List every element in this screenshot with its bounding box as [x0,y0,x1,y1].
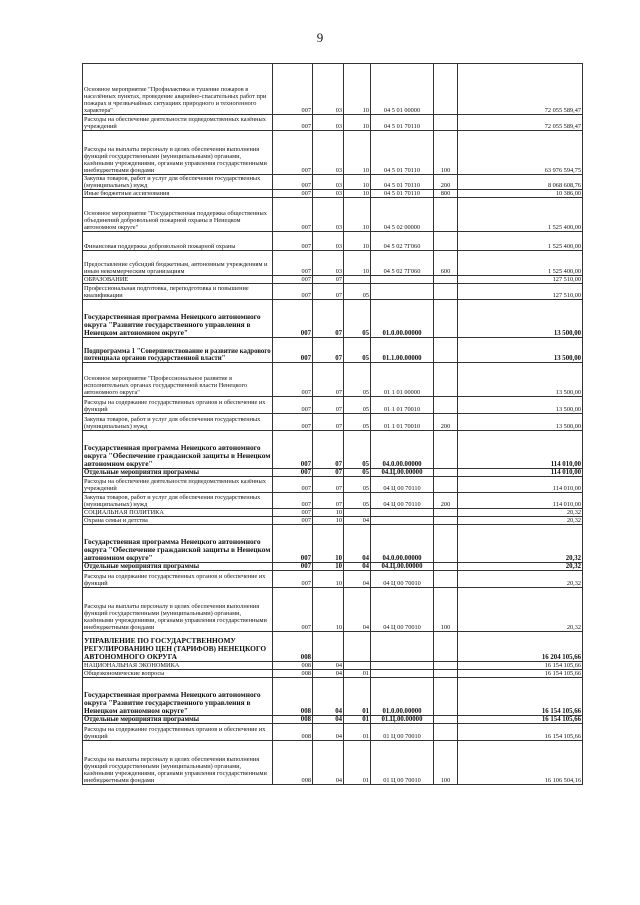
item-name: Иные бюджетные ассигнования [83,190,273,198]
table-row [83,525,583,563]
subsection-code [344,276,371,284]
item-name: Расходы на обеспечение деятельности подведомственных казённых учреждений [83,115,273,131]
item-name: Закупка товаров, работ и услуг для обеспечения государственных (муниципальных) нужд [83,493,273,509]
expense-type-code [434,571,458,588]
subsection-code: 04 [344,517,371,525]
ministry-code: 007 [273,525,313,563]
table-row [83,251,583,276]
section-code [313,632,344,662]
section-code: 04 [313,678,344,716]
section-code: 07 [313,477,344,493]
item-name: Основное мероприятие "Государственная поддержка общественных объединений добровольной пожарной охраны в Ненецком автономном округе" [83,198,273,232]
expense-type-code: 800 [434,190,458,198]
section-code: 10 [313,571,344,588]
ministry-code: 007 [273,414,313,431]
section-code: 07 [313,493,344,509]
target-item-code: 04.Ц.00.00000 [371,469,434,477]
amount: 20,32 [458,509,583,517]
table-row [83,131,583,175]
expense-type-code [434,115,458,131]
expense-type-code [434,64,458,115]
table-row [83,678,583,716]
subsection-code: 10 [344,198,371,232]
table-row [83,588,583,632]
section-code: 03 [313,131,344,175]
ministry-code: 007 [273,190,313,198]
subsection-code [344,662,371,670]
target-item-code: 04 5 02 00000 [371,198,434,232]
ministry-code: 008 [273,632,313,662]
subsection-code: 10 [344,131,371,175]
amount: 20,32 [458,517,583,525]
expense-type-code [434,563,458,571]
table-row [83,741,583,785]
table-row [83,232,583,251]
item-name: ОБРАЗОВАНИЕ [83,276,273,284]
expense-type-code [434,716,458,724]
table-row [83,563,583,571]
target-item-code: 01.0.00.00000 [371,300,434,338]
target-item-code: 01 Ц 00 70010 [371,741,434,785]
expense-type-code: 200 [434,493,458,509]
ministry-code: 007 [273,397,313,414]
item-name: Закупка товаров, работ и услуг для обеспечения государственных (муниципальных) нужд [83,175,273,190]
ministry-code: 007 [273,115,313,131]
table-row [83,469,583,477]
table-row [83,414,583,431]
table-row [83,397,583,414]
expense-type-code [434,300,458,338]
section-code: 03 [313,115,344,131]
ministry-code: 007 [273,469,313,477]
amount: 13 500,00 [458,414,583,431]
ministry-code: 007 [273,276,313,284]
subsection-code: 05 [344,338,371,363]
target-item-code: 04 5 01 70110 [371,131,434,175]
table-row [83,571,583,588]
subsection-code: 10 [344,251,371,276]
subsection-code: 10 [344,190,371,198]
item-name: Расходы на содержание государственных органов и обеспечение их функций [83,724,273,741]
ministry-code: 007 [273,509,313,517]
section-code: 10 [313,509,344,517]
table-row [83,632,583,662]
table-row [83,198,583,232]
table-row [83,517,583,525]
target-item-code: 04 5 01 70110 [371,115,434,131]
ministry-code: 008 [273,678,313,716]
target-item-code: 04.0.00.00000 [371,431,434,469]
section-code: 04 [313,662,344,670]
item-name: Государственная программа Ненецкого автономного округа "Развитие государственного управления в Ненецком автономном округе" [83,300,273,338]
section-code: 07 [313,469,344,477]
expense-type-code [434,232,458,251]
expense-type-code: 600 [434,251,458,276]
amount: 72 055 589,47 [458,64,583,115]
ministry-code: 007 [273,563,313,571]
target-item-code: 04 5 02 7Г060 [371,232,434,251]
section-code: 03 [313,198,344,232]
subsection-code: 01 [344,678,371,716]
ministry-code: 008 [273,724,313,741]
target-item-code: 01.Ц.00.00000 [371,716,434,724]
expense-type-code: 200 [434,175,458,190]
item-name: Расходы на обеспечение деятельности подведомственных казённых учреждений [83,477,273,493]
subsection-code: 05 [344,363,371,397]
subsection-code: 04 [344,563,371,571]
expense-type-code [434,284,458,300]
section-code: 03 [313,175,344,190]
target-item-code: 04 Ц 00 70110 [371,477,434,493]
section-code: 07 [313,300,344,338]
item-name: Расходы на выплаты персоналу в целях обеспечения выполнения функций государственными (муниципальными) органами, казёнными учреждениями, органами управления государственными внебюджетными фондами [83,131,273,175]
ministry-code: 007 [273,493,313,509]
amount: 13 500,00 [458,338,583,363]
ministry-code: 007 [273,517,313,525]
target-item-code: 01 1 01 00000 [371,363,434,397]
subsection-code: 01 [344,741,371,785]
expense-type-code [434,724,458,741]
amount: 16 154 105,66 [458,670,583,678]
amount: 127 510,00 [458,276,583,284]
section-code: 10 [313,525,344,563]
amount: 16 154 105,66 [458,678,583,716]
table-row [83,716,583,724]
section-code: 07 [313,431,344,469]
subsection-code: 04 [344,525,371,563]
item-name: Основное мероприятие "Профилактика и тушение пожаров в населённых пунктах, проведение аварийно-спасательных работ при пожарах и чрезвычайных ситуациях природного и техногенного характера" [83,64,273,115]
section-code: 10 [313,588,344,632]
subsection-code: 10 [344,175,371,190]
expense-type-code [434,670,458,678]
expense-type-code [434,525,458,563]
target-item-code: 01 Ц 00 70010 [371,724,434,741]
amount: 20,32 [458,563,583,571]
subsection-code [344,632,371,662]
ministry-code: 007 [273,571,313,588]
subsection-code: 05 [344,469,371,477]
item-name: Отдельные мероприятия программы [83,716,273,724]
section-code: 03 [313,251,344,276]
target-item-code: 01.1.00.00000 [371,338,434,363]
expense-type-code [434,338,458,363]
target-item-code: 01 1 01 70010 [371,397,434,414]
table-row [83,509,583,517]
section-code: 07 [313,284,344,300]
subsection-code: 01 [344,670,371,678]
table-row [83,115,583,131]
amount: 8 068 608,76 [458,175,583,190]
amount: 16 204 105,66 [458,632,583,662]
target-item-code: 04 5 01 70110 [371,190,434,198]
table-row [83,284,583,300]
subsection-code: 01 [344,716,371,724]
section-code: 04 [313,670,344,678]
subsection-code: 10 [344,115,371,131]
subsection-code: 04 [344,571,371,588]
expense-type-code [434,477,458,493]
item-name: НАЦИОНАЛЬНАЯ ЭКОНОМИКА [83,662,273,670]
target-item-code [371,662,434,670]
expense-type-code [434,363,458,397]
ministry-code: 007 [273,64,313,115]
table-row [83,670,583,678]
section-code: 07 [313,414,344,431]
section-code: 03 [313,232,344,251]
amount: 13 500,00 [458,300,583,338]
table-row [83,64,583,115]
expense-type-code [434,509,458,517]
expense-type-code [434,517,458,525]
amount: 10 386,00 [458,190,583,198]
amount: 1 525 400,00 [458,232,583,251]
amount: 20,32 [458,525,583,563]
item-name: Расходы на содержание государственных органов и обеспечение их функций [83,571,273,588]
amount: 16 154 105,66 [458,724,583,741]
subsection-code: 05 [344,414,371,431]
item-name: Государственная программа Ненецкого автономного округа "Развитие государственного управления в Ненецком автономном округе" [83,678,273,716]
table-row [83,431,583,469]
target-item-code: 04.0.00.00000 [371,525,434,563]
item-name: Закупка товаров, работ и услуг для обеспечения государственных (муниципальных) нужд [83,414,273,431]
amount: 1 525 400,00 [458,251,583,276]
amount: 13 500,00 [458,397,583,414]
ministry-code: 007 [273,338,313,363]
table-row [83,363,583,397]
amount: 20,32 [458,571,583,588]
target-item-code [371,284,434,300]
ministry-code: 008 [273,670,313,678]
expense-type-code [434,198,458,232]
target-item-code [371,632,434,662]
ministry-code: 007 [273,198,313,232]
ministry-code: 008 [273,716,313,724]
section-code: 07 [313,276,344,284]
amount: 114 010,00 [458,469,583,477]
ministry-code: 007 [273,251,313,276]
target-item-code: 04 Ц 00 70010 [371,588,434,632]
item-name: Профессиональная подготовка, переподготовка и повышение квалификации [83,284,273,300]
expense-type-code [434,276,458,284]
table-row [83,477,583,493]
item-name: Расходы на выплаты персоналу в целях обеспечения выполнения функций государственными (муниципальными) органами, казёнными учреждениями, органами управления государственными внебюджетными фондами [83,588,273,632]
section-code: 10 [313,563,344,571]
amount: 20,32 [458,588,583,632]
expense-type-code [434,632,458,662]
ministry-code: 007 [273,477,313,493]
subsection-code: 05 [344,300,371,338]
ministry-code: 007 [273,232,313,251]
item-name: Отдельные мероприятия программы [83,469,273,477]
section-code: 07 [313,338,344,363]
item-name: Расходы на выплаты персоналу в целях обеспечения выполнения функций государственными (муниципальными) органами, казёнными учреждениями, органами управления государственными внебюджетными фондами [83,741,273,785]
ministry-code: 008 [273,662,313,670]
item-name: Отдельные мероприятия программы [83,563,273,571]
amount: 16 154 105,66 [458,662,583,670]
subsection-code: 05 [344,431,371,469]
amount: 114 010,00 [458,431,583,469]
item-name: Расходы на содержание государственных органов и обеспечение их функций [83,397,273,414]
target-item-code: 04 5 01 00000 [371,64,434,115]
table-row [83,662,583,670]
ministry-code: 007 [273,588,313,632]
item-name: Государственная программа Ненецкого автономного округа "Обеспечение гражданской защиты в Ненецком автономном округе" [83,431,273,469]
ministry-code: 007 [273,431,313,469]
target-item-code: 04.Ц.00.00000 [371,563,434,571]
amount: 16 154 105,66 [458,716,583,724]
amount: 127 510,00 [458,284,583,300]
ministry-code: 007 [273,300,313,338]
amount: 16 106 504,16 [458,741,583,785]
section-code: 04 [313,741,344,785]
subsection-code: 05 [344,493,371,509]
amount: 114 010,00 [458,477,583,493]
target-item-code: 04 5 02 7Г060 [371,251,434,276]
item-name: Государственная программа Ненецкого автономного округа "Обеспечение гражданской защиты в Ненецком автономном округе" [83,525,273,563]
expense-type-code [434,431,458,469]
table-row [83,724,583,741]
expense-type-code: 200 [434,414,458,431]
section-code: 03 [313,64,344,115]
item-name: СОЦИАЛЬНАЯ ПОЛИТИКА [83,509,273,517]
target-item-code [371,509,434,517]
ministry-code: 008 [273,741,313,785]
section-code: 07 [313,397,344,414]
target-item-code: 04 Ц 00 70110 [371,493,434,509]
subsection-code: 05 [344,477,371,493]
table-row [83,190,583,198]
item-name: Предоставление субсидий бюджетным, автономным учреждениям и иным некоммерческим организациям [83,251,273,276]
expense-type-code: 100 [434,588,458,632]
item-name: Охрана семьи и детства [83,517,273,525]
table-row [83,300,583,338]
ministry-code: 007 [273,284,313,300]
subsection-code: 05 [344,397,371,414]
item-name: Финансовая поддержка добровольной пожарной охраны [83,232,273,251]
item-name: Основное мероприятие "Профессиональное развитие в исполнительных органах государственной власти Ненецкого автономного округа" [83,363,273,397]
expense-type-code [434,662,458,670]
amount: 63 976 594,75 [458,131,583,175]
section-code: 03 [313,190,344,198]
item-name: УПРАВЛЕНИЕ ПО ГОСУДАРСТВЕННОМУ РЕГУЛИРОВАНИЮ ЦЕН (ТАРИФОВ) НЕНЕЦКОГО АВТОНОМНОГО ОКРУГА [83,632,273,662]
subsection-code: 01 [344,724,371,741]
subsection-code: 05 [344,284,371,300]
section-code: 04 [313,724,344,741]
expense-type-code [434,397,458,414]
target-item-code [371,276,434,284]
expense-type-code: 100 [434,741,458,785]
target-item-code [371,517,434,525]
section-code: 10 [313,517,344,525]
page-number: 9 [316,30,324,45]
amount: 1 525 400,00 [458,198,583,232]
ministry-code: 007 [273,363,313,397]
expense-type-code [434,678,458,716]
section-code: 04 [313,716,344,724]
target-item-code: 01 1 01 70010 [371,414,434,431]
section-code: 07 [313,363,344,397]
target-item-code: 04 Ц 00 70010 [371,571,434,588]
expense-type-code: 100 [434,131,458,175]
table-row [83,338,583,363]
target-item-code: 04 5 01 70110 [371,175,434,190]
subsection-code [344,509,371,517]
amount: 114 010,00 [458,493,583,509]
target-item-code: 01.0.00.00000 [371,678,434,716]
subsection-code: 04 [344,588,371,632]
ministry-code: 007 [273,175,313,190]
subsection-code: 10 [344,232,371,251]
subsection-code: 10 [344,64,371,115]
amount: 13 500,00 [458,363,583,397]
table-row [83,276,583,284]
table-row [83,175,583,190]
budget-table [82,63,583,785]
amount: 72 055 589,47 [458,115,583,131]
target-item-code [371,670,434,678]
table-row [83,493,583,509]
item-name: Подпрограмма 1 "Совершенствование и развитие кадрового потенциала органов государственной власти" [83,338,273,363]
expense-type-code [434,469,458,477]
item-name: Общеэкономические вопросы [83,670,273,678]
ministry-code: 007 [273,131,313,175]
